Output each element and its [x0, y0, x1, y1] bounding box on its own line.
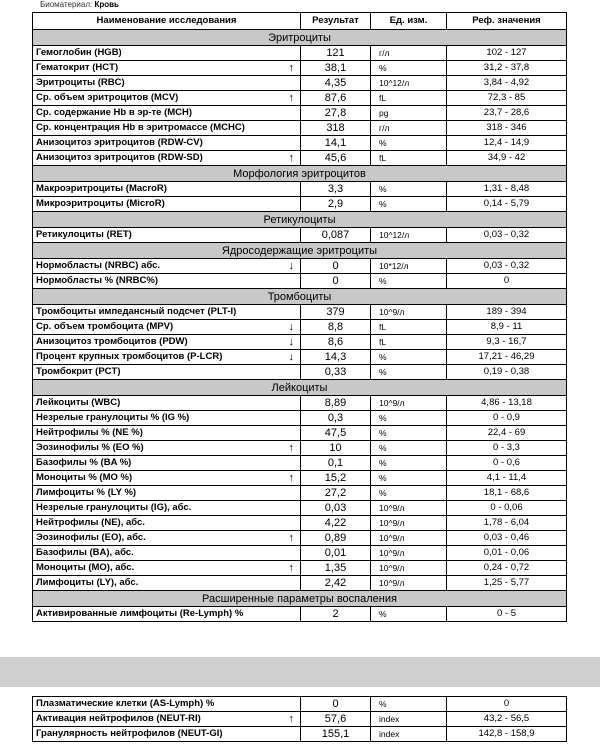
test-reference: 0,24 - 0,72 [447, 561, 567, 576]
test-unit: index [371, 712, 447, 727]
section-header [33, 166, 567, 182]
test-unit: 10^12/л [371, 228, 447, 243]
section-title: Эритроциты [33, 30, 567, 46]
test-unit: pg [371, 106, 447, 121]
section-header [33, 30, 567, 46]
test-reference: 0,03 - 0,32 [447, 259, 567, 274]
test-name [33, 91, 301, 106]
test-name-label: Плазматические клетки (AS-Lymph) % [36, 698, 215, 709]
table-row [33, 61, 567, 76]
test-name-label: Микроэритроциты (MicroR) [36, 198, 165, 209]
table-row [33, 531, 567, 546]
test-result: 14,1 [301, 136, 371, 151]
test-name [33, 727, 301, 742]
test-name [33, 335, 301, 350]
test-name [33, 106, 301, 121]
header-unit: Ед. изм. [371, 13, 447, 30]
test-name [33, 697, 301, 712]
test-name [33, 546, 301, 561]
test-result: 0 [301, 274, 371, 289]
test-unit: 10^9/л [371, 546, 447, 561]
test-name [33, 456, 301, 471]
test-result: 8,6 [301, 335, 371, 350]
test-name [33, 61, 301, 76]
test-unit: 10^9/л [371, 305, 447, 320]
test-result: 45,6 [301, 151, 371, 166]
test-name-label: Нормобласты % (NRBC%) [36, 275, 158, 286]
test-result: 3,3 [301, 182, 371, 197]
test-reference: 318 - 346 [447, 121, 567, 136]
test-name-label: Нормобласты (NRBC) абс. [36, 260, 161, 271]
test-name [33, 531, 301, 546]
table-row [33, 426, 567, 441]
test-name-label: Лейкоциты (WBC) [36, 397, 121, 408]
test-name [33, 350, 301, 365]
test-name-label: Гранулярность нейтрофилов (NEUT-GI) [36, 728, 223, 739]
biomaterial-label: Биоматериал: [40, 0, 93, 9]
deviation-arrow-icon: ↑ [288, 152, 294, 164]
section-title: Ядросодержащие эритроциты [33, 243, 567, 259]
section-header [33, 243, 567, 259]
test-reference: 18,1 - 68,6 [447, 486, 567, 501]
test-name [33, 516, 301, 531]
test-result: 57,6 [301, 712, 371, 727]
test-unit: fL [371, 320, 447, 335]
test-reference: 142,8 - 158,9 [447, 727, 567, 742]
test-reference: 0 - 5 [447, 607, 567, 622]
test-result: 0,89 [301, 531, 371, 546]
table-row [33, 151, 567, 166]
test-name [33, 305, 301, 320]
test-name-label: Активация нейтрофилов (NEUT-RI) [36, 713, 201, 724]
deviation-arrow-icon: ↓ [288, 351, 294, 363]
table-row [33, 197, 567, 212]
test-unit: % [371, 274, 447, 289]
test-name-label: Тромбоциты импедансный подсчет (PLT-I) [36, 306, 237, 317]
test-name-label: Незрелые гранулоциты (IG), абс. [36, 502, 192, 513]
test-result: 2,9 [301, 197, 371, 212]
test-reference: 4,1 - 11,4 [447, 471, 567, 486]
table-row [33, 335, 567, 350]
deviation-arrow-icon: ↑ [288, 532, 294, 544]
test-name [33, 76, 301, 91]
test-name [33, 486, 301, 501]
test-name-label: Эритроциты (RBC) [36, 77, 125, 88]
test-unit: % [371, 426, 447, 441]
deviation-arrow-icon: ↑ [288, 442, 294, 454]
table-row [33, 106, 567, 121]
results-table [32, 12, 567, 622]
test-name [33, 471, 301, 486]
test-name [33, 136, 301, 151]
test-name-label: Моноциты (MO), абс. [36, 562, 135, 573]
test-unit: 10^9/л [371, 501, 447, 516]
test-reference: 34,9 - 42 [447, 151, 567, 166]
test-unit: % [371, 365, 447, 380]
test-reference: 12,4 - 14,9 [447, 136, 567, 151]
table-row [33, 46, 567, 61]
table-row [33, 697, 567, 712]
test-unit: 10^9/л [371, 576, 447, 591]
test-reference: 0,03 - 0,46 [447, 531, 567, 546]
table-row [33, 228, 567, 243]
page-break [0, 657, 600, 687]
test-result: 38,1 [301, 61, 371, 76]
table-row [33, 516, 567, 531]
test-name-label: Нейтрофилы % (NE %) [36, 427, 143, 438]
test-reference: 72,3 - 85 [447, 91, 567, 106]
test-unit: % [371, 697, 447, 712]
table-row [33, 350, 567, 365]
table-row [33, 561, 567, 576]
test-result: 4,22 [301, 516, 371, 531]
test-unit: % [371, 182, 447, 197]
test-unit: % [371, 136, 447, 151]
test-unit: fL [371, 91, 447, 106]
test-reference: 102 - 127 [447, 46, 567, 61]
table-row [33, 486, 567, 501]
test-reference: 3,84 - 4,92 [447, 76, 567, 91]
test-reference: 0 [447, 697, 567, 712]
deviation-arrow-icon: ↑ [288, 62, 294, 74]
test-unit: 10^9/л [371, 561, 447, 576]
test-name [33, 712, 301, 727]
table-header [33, 13, 567, 30]
test-name-label: Лимфоциты (LY), абс. [36, 577, 139, 588]
test-result: 2 [301, 607, 371, 622]
test-unit: г/л [371, 121, 447, 136]
deviation-arrow-icon: ↑ [288, 92, 294, 104]
test-unit: % [371, 456, 447, 471]
test-result: 0,01 [301, 546, 371, 561]
table-row [33, 546, 567, 561]
deviation-arrow-icon: ↓ [288, 260, 294, 272]
test-result: 8,8 [301, 320, 371, 335]
header-ref: Реф. значения [447, 13, 567, 30]
test-reference: 0 - 0,06 [447, 501, 567, 516]
test-name-label: Эозинофилы % (EO %) [36, 442, 144, 453]
table-row [33, 576, 567, 591]
table-row [33, 501, 567, 516]
biomaterial-line [40, 0, 119, 9]
test-unit: % [371, 486, 447, 501]
test-name-label: Моноциты % (MO %) [36, 472, 133, 483]
test-result: 2,42 [301, 576, 371, 591]
header-result: Результат [301, 13, 371, 30]
test-result: 121 [301, 46, 371, 61]
test-reference: 0 - 0,6 [447, 456, 567, 471]
test-reference: 17,21 - 46,29 [447, 350, 567, 365]
continuation-table [32, 696, 567, 742]
test-result: 0 [301, 259, 371, 274]
test-reference: 9,3 - 16,7 [447, 335, 567, 350]
table-row [33, 274, 567, 289]
biomaterial-value: Кровь [94, 0, 119, 9]
test-reference: 0,01 - 0,06 [447, 546, 567, 561]
deviation-arrow-icon: ↑ [288, 562, 294, 574]
section-title: Расширенные параметры воспаления [33, 591, 567, 607]
test-reference: 0 - 3,3 [447, 441, 567, 456]
test-name [33, 365, 301, 380]
test-reference: 0,19 - 0,38 [447, 365, 567, 380]
table-row [33, 456, 567, 471]
test-name [33, 151, 301, 166]
test-result: 1,35 [301, 561, 371, 576]
test-result: 318 [301, 121, 371, 136]
test-name [33, 501, 301, 516]
test-name [33, 426, 301, 441]
test-name [33, 561, 301, 576]
section-header [33, 380, 567, 396]
test-name-label: Анизоцитоз эритроцитов (RDW-CV) [36, 137, 203, 148]
test-unit: 10^9/л [371, 531, 447, 546]
test-result: 27,8 [301, 106, 371, 121]
test-unit: % [371, 471, 447, 486]
test-name-label: Нейтрофилы (NE), абс. [36, 517, 145, 528]
test-name [33, 228, 301, 243]
test-result: 0 [301, 697, 371, 712]
test-unit: fL [371, 151, 447, 166]
test-reference: 0 [447, 274, 567, 289]
test-result: 4,35 [301, 76, 371, 91]
test-name-label: Процент крупных тромбоцитов (P-LCR) [36, 351, 223, 362]
deviation-arrow-icon: ↑ [288, 713, 294, 725]
test-name-label: Гематокрит (HCT) [36, 62, 119, 73]
test-result: 87,6 [301, 91, 371, 106]
test-unit: % [371, 61, 447, 76]
test-reference: 0 - 0,9 [447, 411, 567, 426]
table-row [33, 411, 567, 426]
test-name [33, 411, 301, 426]
test-result: 0,087 [301, 228, 371, 243]
test-reference: 8,9 - 11 [447, 320, 567, 335]
test-unit: % [371, 197, 447, 212]
test-reference: 1,31 - 8,48 [447, 182, 567, 197]
table-row [33, 76, 567, 91]
table-row [33, 259, 567, 274]
test-name [33, 259, 301, 274]
table-row [33, 320, 567, 335]
test-unit: 10^9/л [371, 516, 447, 531]
table-row [33, 727, 567, 742]
section-title: Морфология эритроцитов [33, 166, 567, 182]
test-reference: 189 - 394 [447, 305, 567, 320]
test-result: 0,03 [301, 501, 371, 516]
test-unit: % [371, 411, 447, 426]
section-header [33, 289, 567, 305]
deviation-arrow-icon: ↑ [288, 472, 294, 484]
test-name [33, 396, 301, 411]
test-unit: % [371, 441, 447, 456]
test-result: 0,33 [301, 365, 371, 380]
test-name [33, 441, 301, 456]
test-name [33, 274, 301, 289]
table-row [33, 91, 567, 106]
test-unit: fL [371, 335, 447, 350]
header-name: Наименование исследования [33, 13, 301, 30]
test-name-label: Базофилы % (BA %) [36, 457, 132, 468]
test-name-label: Макроэритроциты (MacroR) [36, 183, 167, 194]
test-unit: г/л [371, 46, 447, 61]
section-title: Ретикулоциты [33, 212, 567, 228]
test-reference: 22,4 - 69 [447, 426, 567, 441]
test-result: 14,3 [301, 350, 371, 365]
test-reference: 1,78 - 6,04 [447, 516, 567, 531]
test-name-label: Тромбокрит (PCT) [36, 366, 121, 377]
test-reference: 0,03 - 0,32 [447, 228, 567, 243]
table-row [33, 365, 567, 380]
test-unit: index [371, 727, 447, 742]
test-name-label: Ср. содержание Hb в эр-те (MCH) [36, 107, 193, 118]
test-name-label: Активированные лимфоциты (Re-Lymph) % [36, 608, 244, 619]
test-name-label: Эозинофилы (EO), абс. [36, 532, 146, 543]
test-name [33, 197, 301, 212]
test-name-label: Базофилы (BA), абс. [36, 547, 134, 558]
table-row [33, 471, 567, 486]
test-name-label: Анизоцитоз эритроцитов (RDW-SD) [36, 152, 203, 163]
table-row [33, 136, 567, 151]
test-reference: 31,2 - 37,8 [447, 61, 567, 76]
test-reference: 23,7 - 28,6 [447, 106, 567, 121]
table-row [33, 182, 567, 197]
test-unit: 10^9/л [371, 396, 447, 411]
section-title: Лейкоциты [33, 380, 567, 396]
section-header [33, 591, 567, 607]
table-row [33, 712, 567, 727]
test-name-label: Ср. объем тромбоцита (MPV) [36, 321, 174, 332]
test-result: 47,5 [301, 426, 371, 441]
test-name [33, 320, 301, 335]
test-name [33, 46, 301, 61]
test-reference: 4,86 - 13,18 [447, 396, 567, 411]
deviation-arrow-icon: ↓ [288, 336, 294, 348]
test-unit: % [371, 350, 447, 365]
test-name [33, 182, 301, 197]
test-result: 379 [301, 305, 371, 320]
test-result: 27,2 [301, 486, 371, 501]
table-row [33, 441, 567, 456]
test-result: 10 [301, 441, 371, 456]
test-reference: 43,2 - 56,5 [447, 712, 567, 727]
table-row [33, 121, 567, 136]
test-name [33, 576, 301, 591]
test-result: 8,89 [301, 396, 371, 411]
table-row [33, 305, 567, 320]
test-name-label: Лимфоциты % (LY %) [36, 487, 137, 498]
table-row [33, 607, 567, 622]
test-result: 155,1 [301, 727, 371, 742]
test-name-label: Незрелые гранулоциты % (IG %) [36, 412, 190, 423]
test-result: 0,3 [301, 411, 371, 426]
test-unit: 10*12/л [371, 259, 447, 274]
test-reference: 0,14 - 5,79 [447, 197, 567, 212]
section-header [33, 212, 567, 228]
test-name-label: Ср. концентрация Hb в эритромассе (MCHC) [36, 122, 245, 133]
test-reference: 1,25 - 5,77 [447, 576, 567, 591]
test-name [33, 607, 301, 622]
test-result: 0,1 [301, 456, 371, 471]
test-result: 15,2 [301, 471, 371, 486]
table-row [33, 396, 567, 411]
test-name-label: Ретикулоциты (RET) [36, 229, 132, 240]
test-name-label: Гемоглобин (HGB) [36, 47, 122, 58]
report-page-2 [0, 687, 600, 748]
test-name-label: Анизоцитоз тромбоцитов (PDW) [36, 336, 188, 347]
test-unit: 10^12/л [371, 76, 447, 91]
test-name [33, 121, 301, 136]
test-unit: % [371, 607, 447, 622]
section-title: Тромбоциты [33, 289, 567, 305]
deviation-arrow-icon: ↓ [288, 321, 294, 333]
test-name-label: Ср. объем эритроцитов (MCV) [36, 92, 179, 103]
